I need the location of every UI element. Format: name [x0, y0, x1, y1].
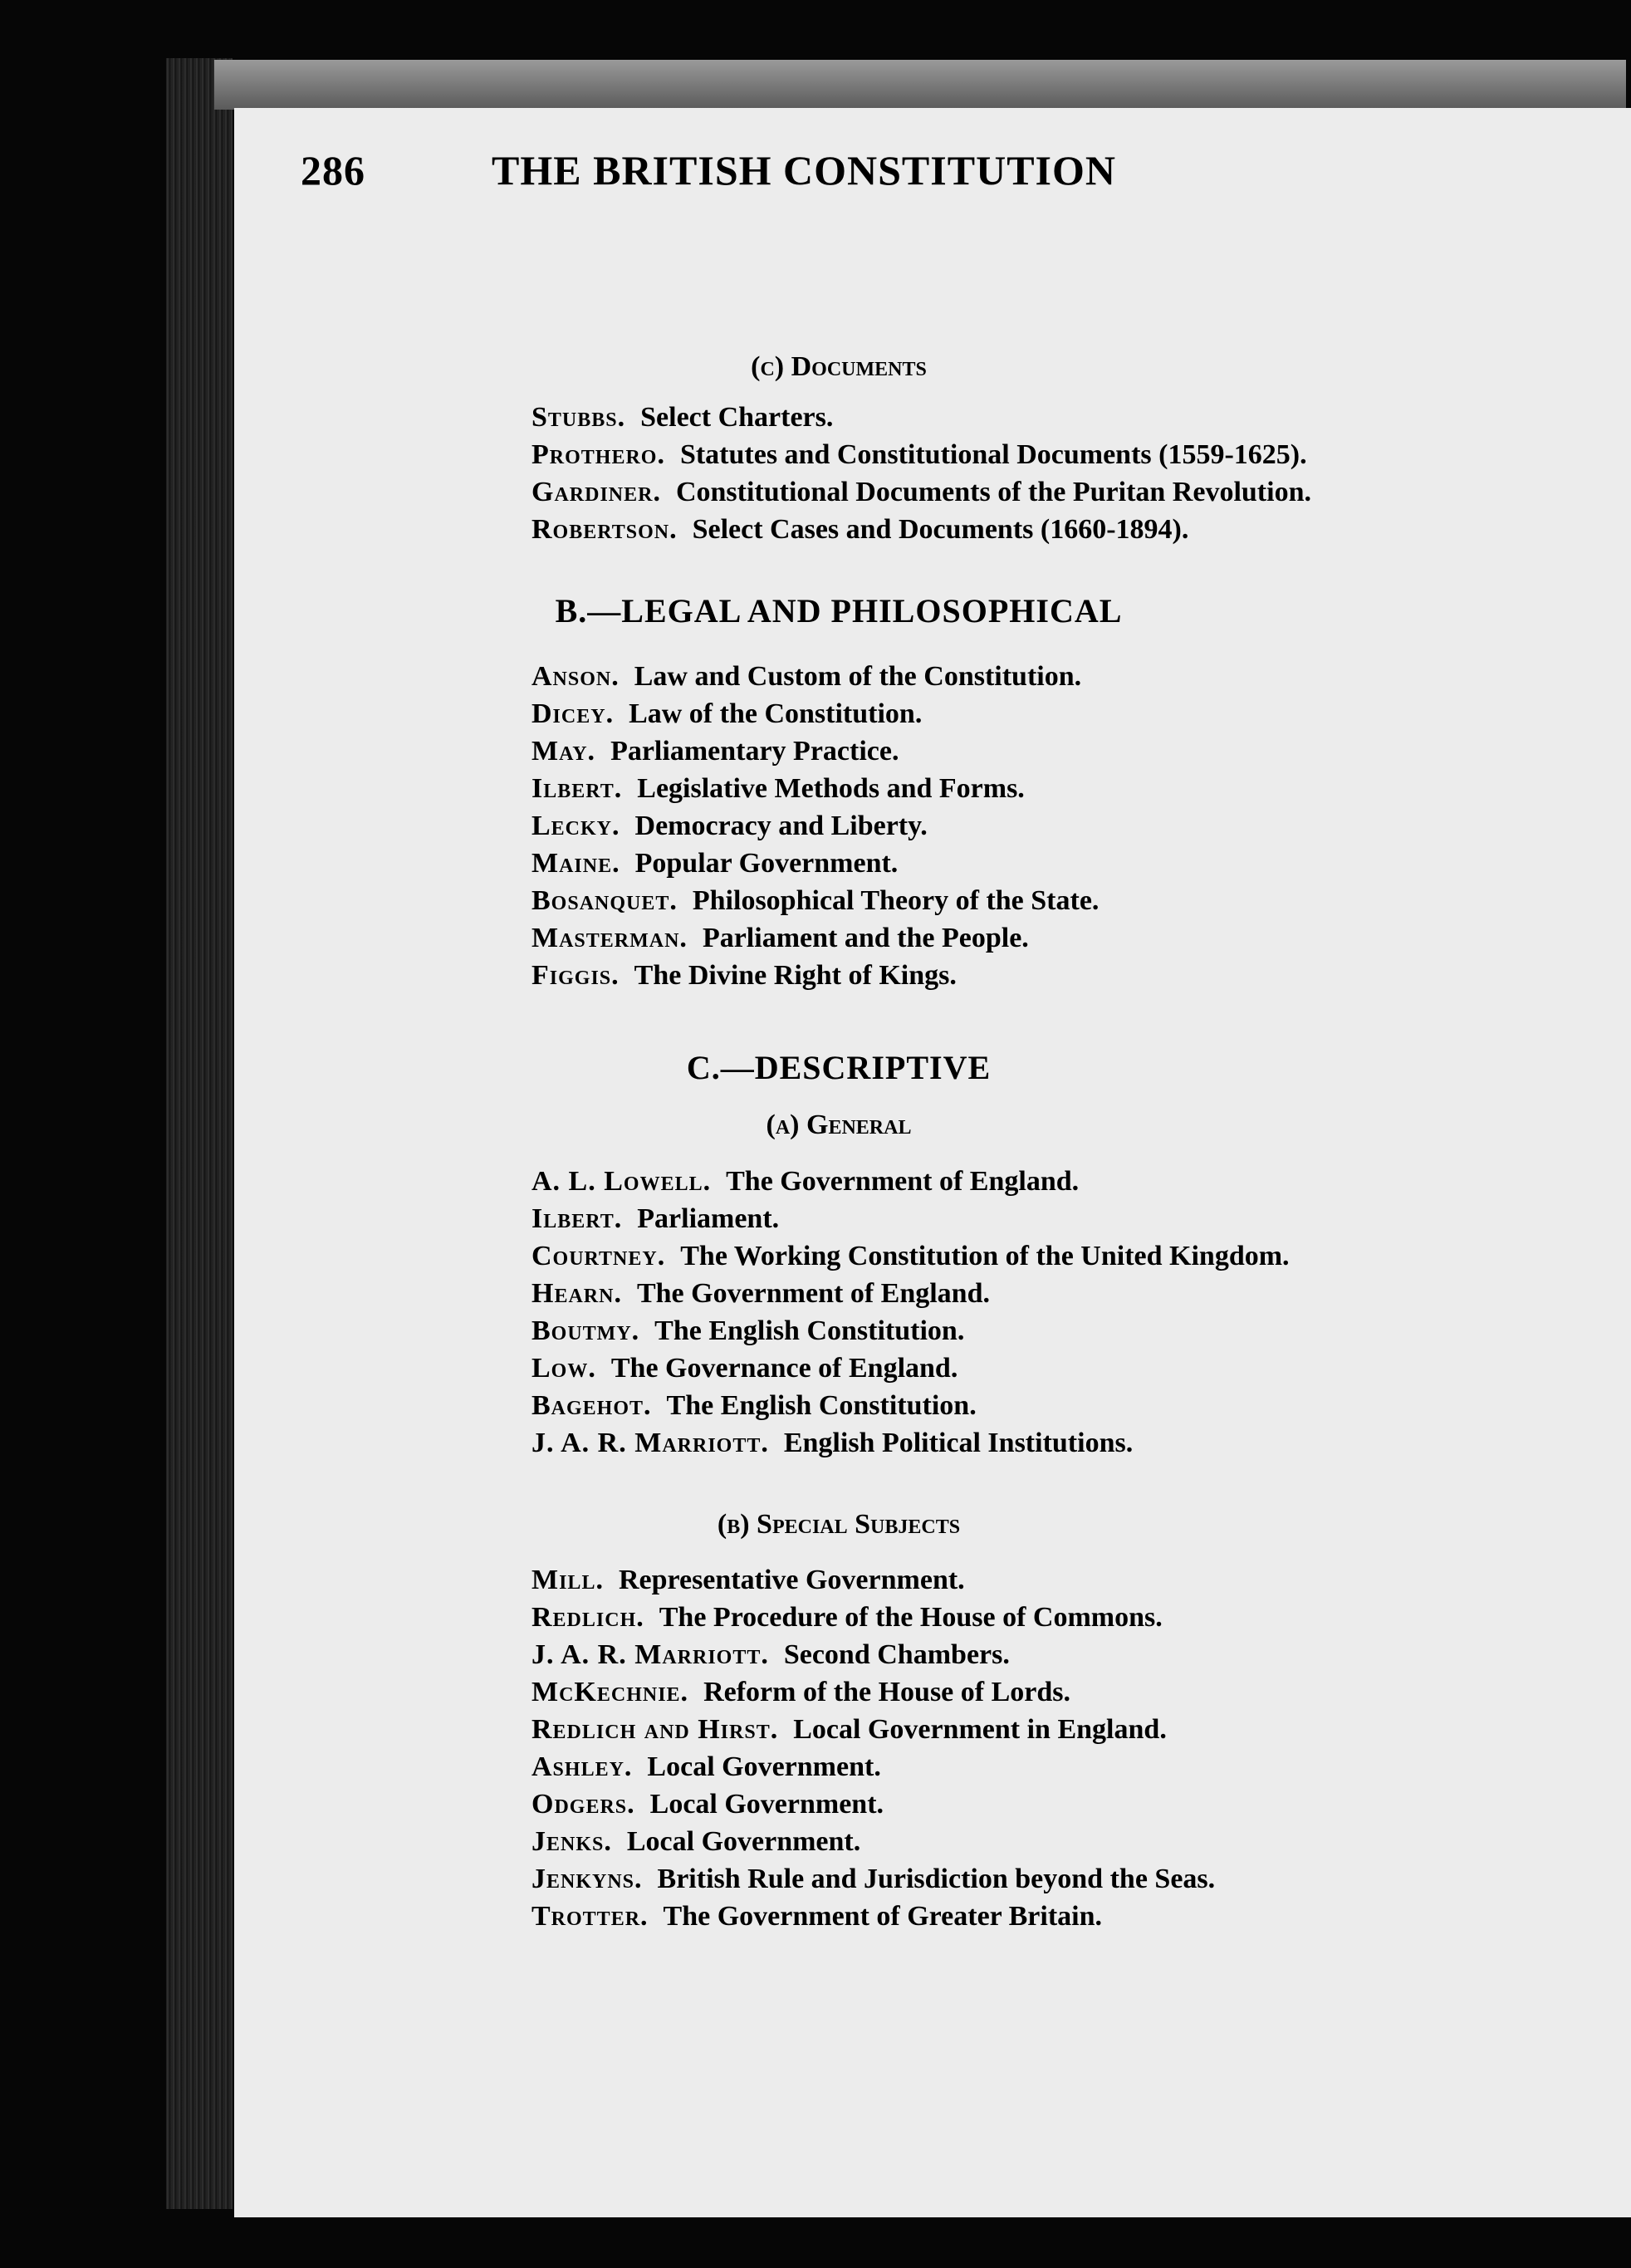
- list-item: [531, 511, 1311, 548]
- list-item: [531, 1424, 1290, 1462]
- work-title: Democracy and Liberty.: [634, 811, 928, 841]
- author: May.: [531, 736, 596, 767]
- list-item: [531, 1785, 1215, 1823]
- work-title: The Government of England.: [726, 1166, 1080, 1197]
- page-number: 286: [301, 147, 365, 193]
- work-title: Local Government.: [626, 1826, 861, 1857]
- work-title: Parliament.: [637, 1203, 780, 1234]
- list-item: [531, 1599, 1215, 1636]
- list-item: [531, 1275, 1290, 1312]
- author: Redlich and Hirst.: [531, 1714, 779, 1745]
- author: Prothero.: [531, 439, 665, 470]
- work-title: The Government of England.: [636, 1278, 990, 1309]
- author: Robertson.: [531, 514, 678, 545]
- work-title: Representative Government.: [618, 1565, 965, 1595]
- work-title: The Working Constitution of the United Kingdom.: [680, 1241, 1290, 1271]
- author: Stubbs.: [531, 402, 626, 433]
- author: Figgis.: [531, 960, 620, 991]
- work-title: Statutes and Constitutional Documents (1559-1625).: [679, 439, 1307, 470]
- author: Bagehot.: [531, 1390, 652, 1421]
- general-list: [531, 1163, 1290, 1462]
- list-item: [531, 807, 1099, 845]
- list-item: [531, 1711, 1215, 1748]
- author: Maine.: [531, 848, 620, 879]
- list-item: [531, 1898, 1215, 1935]
- list-item: [531, 919, 1099, 957]
- author: Jenks.: [531, 1826, 612, 1857]
- author: Ashley.: [531, 1751, 633, 1782]
- author: Trotter.: [531, 1901, 649, 1932]
- list-item: [531, 1860, 1215, 1898]
- author: Lecky.: [531, 811, 620, 841]
- author: Boutmy.: [531, 1315, 640, 1346]
- work-title: Reform of the House of Lords.: [703, 1677, 1070, 1707]
- list-item: [531, 1163, 1290, 1200]
- legal-section-heading: B.—LEGAL AND PHILOSOPHICAL: [555, 592, 1123, 629]
- author: Jenkyns.: [531, 1864, 643, 1894]
- work-title: Local Government.: [649, 1789, 884, 1820]
- work-title: Philosophical Theory of the State.: [692, 885, 1100, 916]
- list-item: [531, 1237, 1290, 1275]
- list-item: [531, 1200, 1290, 1237]
- work-title: The Procedure of the House of Commons.: [659, 1602, 1163, 1633]
- author: Gardiner.: [531, 477, 661, 507]
- page-header: [301, 146, 1380, 221]
- work-title: Local Government.: [647, 1751, 881, 1782]
- book-spine: [166, 58, 233, 2209]
- author: Masterman.: [531, 923, 688, 953]
- author: McKechnie.: [531, 1677, 689, 1707]
- work-title: The English Constitution.: [654, 1315, 965, 1346]
- work-title: Legislative Methods and Forms.: [637, 773, 1025, 804]
- list-item: [531, 399, 1311, 436]
- author: Dicey.: [531, 698, 615, 729]
- author: Redlich.: [531, 1602, 644, 1633]
- list-item: [531, 1561, 1215, 1599]
- work-title: Second Chambers.: [783, 1639, 1010, 1670]
- list-item: [531, 770, 1099, 807]
- work-title: Parliament and the People.: [702, 923, 1029, 953]
- list-item: [531, 1823, 1215, 1860]
- author: A. L. Lowell.: [531, 1166, 712, 1197]
- author: Ilbert.: [531, 773, 623, 804]
- list-item: [531, 695, 1099, 732]
- list-item: [531, 1350, 1290, 1387]
- author: Mill.: [531, 1565, 604, 1595]
- work-title: English Political Institutions.: [783, 1428, 1134, 1458]
- page-top-edge: [214, 60, 1626, 110]
- documents-list: [531, 399, 1311, 548]
- list-item: [531, 473, 1311, 511]
- work-title: Parliamentary Practice.: [610, 736, 899, 767]
- work-title: Constitutional Documents of the Puritan Revolution.: [675, 477, 1311, 507]
- work-title: Select Charters.: [640, 402, 834, 433]
- author: Odgers.: [531, 1789, 635, 1820]
- work-title: Popular Government.: [634, 848, 899, 879]
- work-title: Law and Custom of the Constitution.: [634, 661, 1082, 692]
- list-item: [531, 882, 1099, 919]
- author: Courtney.: [531, 1241, 666, 1271]
- work-title: British Rule and Jurisdiction beyond the Seas.: [657, 1864, 1216, 1894]
- work-title: Local Government in England.: [793, 1714, 1167, 1745]
- author: Hearn.: [531, 1278, 622, 1309]
- running-title: THE BRITISH CONSTITUTION: [492, 147, 1117, 193]
- list-item: [531, 1673, 1215, 1711]
- list-item: [531, 436, 1311, 473]
- list-item: [531, 1312, 1290, 1350]
- list-item: [531, 1636, 1215, 1673]
- work-title: The Divine Right of Kings.: [634, 960, 957, 991]
- author: Anson.: [531, 661, 620, 692]
- special-subjects-list: [531, 1561, 1215, 1935]
- list-item: [531, 845, 1099, 882]
- legal-list: [531, 658, 1099, 994]
- author: J. A. R. Marriott.: [531, 1639, 769, 1670]
- list-item: [531, 1387, 1290, 1424]
- author: Bosanquet.: [531, 885, 678, 916]
- documents-heading: (c) Documents: [751, 351, 927, 382]
- work-title: The Government of Greater Britain.: [663, 1901, 1103, 1932]
- work-title: The Governance of England.: [610, 1353, 958, 1384]
- list-item: [531, 732, 1099, 770]
- work-title: Select Cases and Documents (1660-1894).: [692, 514, 1189, 545]
- list-item: [531, 658, 1099, 695]
- list-item: [531, 957, 1099, 994]
- descriptive-section-heading: C.—DESCRIPTIVE: [686, 1049, 992, 1086]
- general-heading: (a) General: [766, 1110, 912, 1140]
- list-item: [531, 1748, 1215, 1785]
- special-subjects-heading: (b) Special Subjects: [717, 1509, 961, 1540]
- author: Ilbert.: [531, 1203, 623, 1234]
- author: Low.: [531, 1353, 596, 1384]
- work-title: The English Constitution.: [666, 1390, 977, 1421]
- work-title: Law of the Constitution.: [629, 698, 923, 729]
- author: J. A. R. Marriott.: [531, 1428, 769, 1458]
